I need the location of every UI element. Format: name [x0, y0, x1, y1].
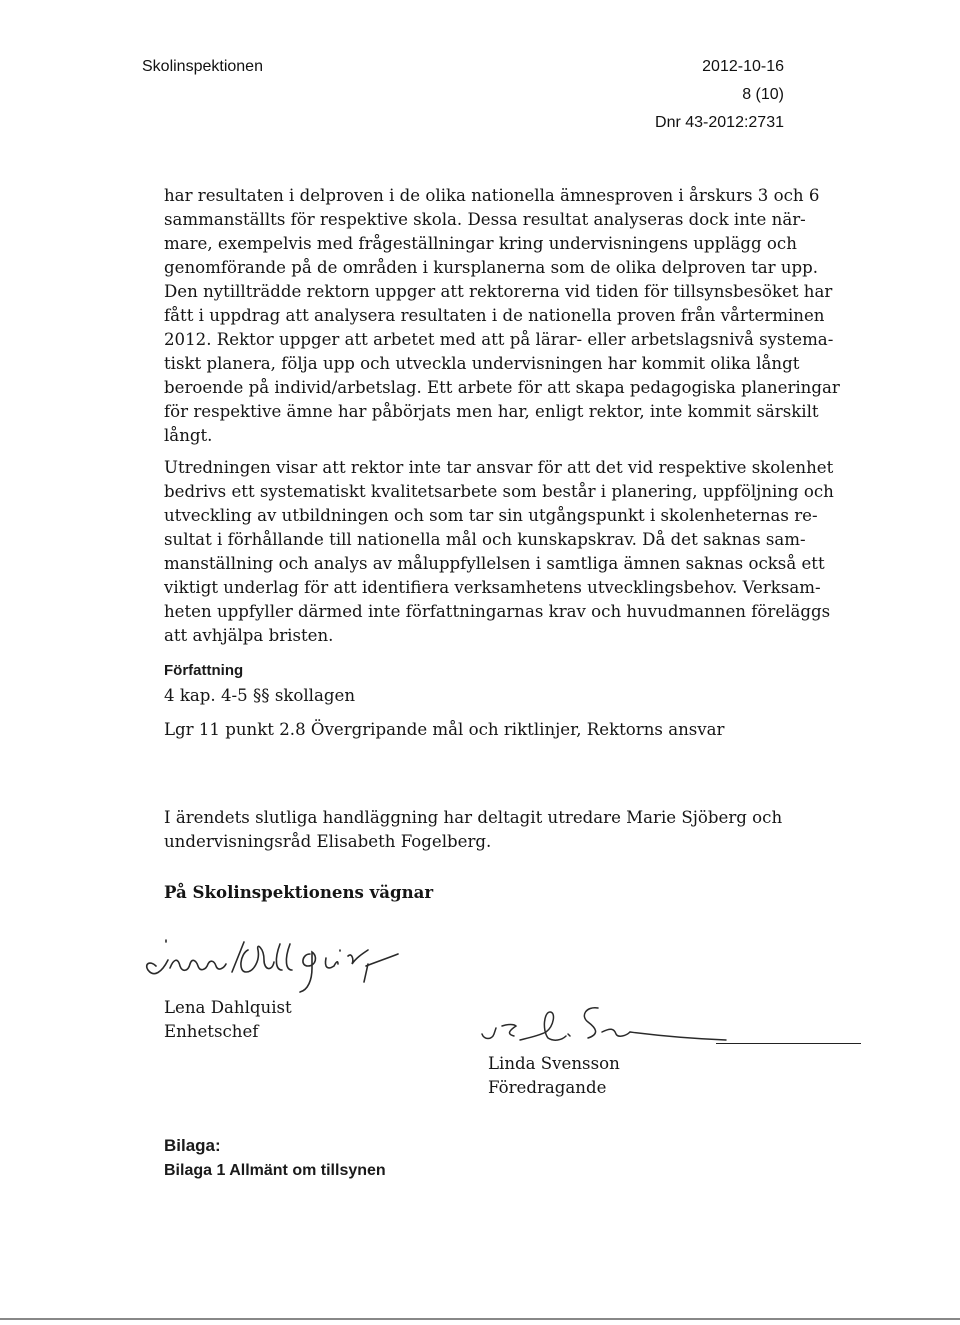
curriculum-reference: Lgr 11 punkt 2.8 Övergripande mål och riktlinjer, Rektorns ansvar: [164, 720, 725, 739]
text-line: att avhjälpa bristen.: [164, 626, 334, 645]
page-number: 8 (10): [742, 86, 784, 103]
diary-number: Dnr 43-2012:2731: [655, 114, 784, 131]
text-line: 2012. Rektor uppger att arbetet med att på lärar- eller arbetslagsnivå systema-: [164, 330, 834, 349]
text-line: manställning och analys av måluppfyllelsen i samtliga ämnen saknas också ett: [164, 554, 825, 573]
signatory2-name: Linda Svensson: [488, 1054, 620, 1073]
text-line: har resultaten i delproven i de olika nationella ämnesproven i årskurs 3 och 6: [164, 186, 820, 205]
signoff-line: På Skolinspektionens vägnar: [164, 882, 434, 902]
section-heading-forfattning: Författning: [164, 662, 244, 679]
text-line: Utredningen visar att rektor inte tar ansvar för att det vid respektive skolenhet: [164, 458, 834, 477]
text-line: viktigt underlag för att identifiera verksamhetens utvecklingsbehov. Verksam-: [164, 578, 821, 597]
text-line: genomförande på de områden i kursplanerna som de olika delproven tar upp.: [164, 258, 819, 277]
text-line: utveckling av utbildningen och som tar sin utgångspunkt i skolenheternas re-: [164, 506, 818, 525]
signatory1-name: Lena Dahlquist: [164, 998, 292, 1017]
text-line: undervisningsråd Elisabeth Fogelberg.: [164, 832, 492, 851]
text-line: I ärendets slutliga handläggning har deltagit utredare Marie Sjöberg och: [164, 808, 783, 827]
page-bottom-edge: [0, 1318, 960, 1320]
text-line: långt.: [164, 426, 213, 445]
signatory2-title: Föredragande: [488, 1078, 607, 1097]
law-reference: 4 kap. 4-5 §§ skollagen: [164, 686, 356, 705]
text-line: bedrivs ett systematiskt kvalitetsarbete som består i planering, uppföljning och: [164, 482, 834, 501]
attachment-item: Bilaga 1 Allmänt om tillsynen: [164, 1162, 386, 1179]
text-line: fått i uppdrag att analysera resultaten i de nationella proven från vårterminen: [164, 306, 825, 325]
text-line: beroende på individ/arbetslag. Ett arbete för att skapa pedagogiska planeringar: [164, 378, 840, 397]
text-line: sultat i förhållande till nationella mål och kunskapskrav. Då det saknas sam-: [164, 530, 806, 549]
signature-linda-svensson: [476, 1000, 736, 1060]
organization-name: Skolinspektionen: [142, 58, 263, 75]
text-line: sammanställts för respektive skola. Dessa resultat analyseras dock inte när-: [164, 210, 806, 229]
attachment-heading: Bilaga:: [164, 1136, 221, 1155]
signature-line: [716, 1043, 861, 1044]
text-line: Den nytillträdde rektorn uppger att rektorerna vid tiden för tillsynsbesöket har: [164, 282, 833, 301]
document-date: 2012-10-16: [702, 58, 784, 75]
text-line: mare, exempelvis med frågeställningar kring undervisningens upplägg och: [164, 234, 797, 253]
text-line: för respektive ämne har påbörjats men har, enligt rektor, inte kommit särskilt: [164, 402, 819, 421]
text-line: heten uppfyller därmed inte författningarnas krav och huvudmannen föreläggs: [164, 602, 831, 621]
text-line: tiskt planera, följa upp och utveckla undervisningen har kommit olika långt: [164, 354, 800, 373]
signatory1-title: Enhetschef: [164, 1022, 259, 1041]
